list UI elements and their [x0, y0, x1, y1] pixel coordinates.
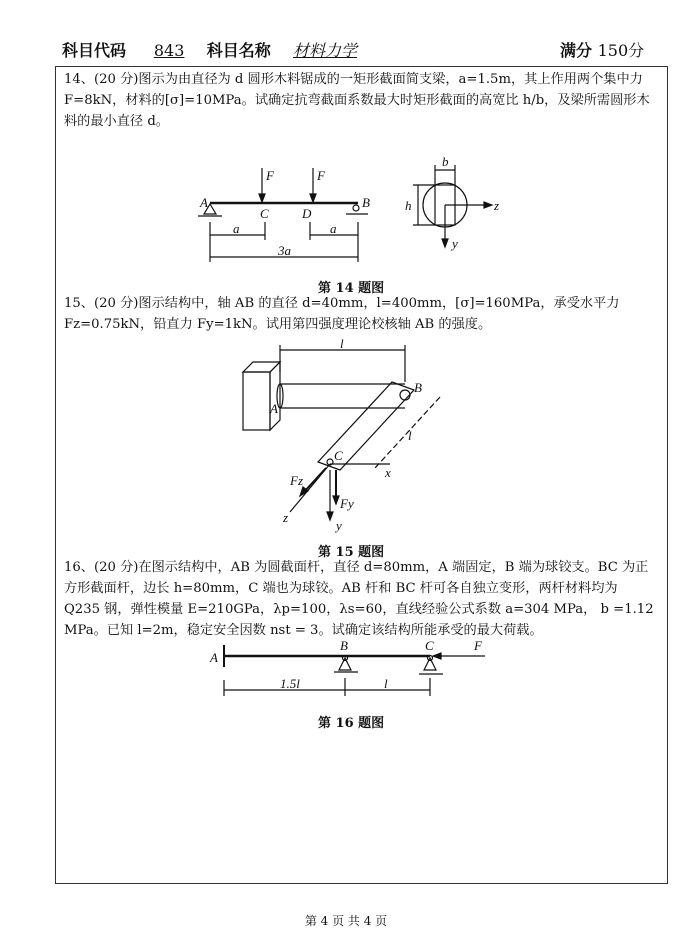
label-y: y [336, 518, 342, 533]
label-1-5l: 1.5l [280, 676, 300, 691]
label-Fz: Fz [290, 473, 303, 488]
subject-code: 843 [153, 41, 185, 60]
label-C: C [425, 638, 434, 653]
label-B: B [340, 638, 348, 653]
label-C: C [334, 448, 343, 463]
subject-name: 材料力学 [293, 41, 358, 60]
label-a2: a [330, 221, 337, 236]
label-l: l [384, 676, 388, 691]
label-3a: 3a [278, 243, 291, 258]
label-C: C [260, 206, 269, 221]
figure-14-caption: 第 14 题图 [318, 281, 385, 296]
score-label: 满分 [560, 41, 593, 60]
figure-16-structure [209, 638, 485, 696]
label-A: A [270, 401, 278, 416]
label-a1: a [233, 221, 240, 236]
label-Fy: Fy [340, 496, 354, 511]
label-F: F [474, 638, 482, 653]
page-footer: 第 4 页 共 4 页 [304, 914, 388, 928]
question-15-text: 15、(20 分)图示结构中，轴 AB 的直径 d=40mm，l=400mm，[σ]=160MPa，承受水平力 Fz=0.75kN，铅直力 Fy=1kN。试用第四强度理论校核轴 AB 的强度。 [64, 296, 620, 332]
label-l-diag: l [408, 428, 412, 443]
figure-15-structure [243, 336, 440, 533]
label-x: x [385, 465, 391, 480]
label-F2: F [317, 168, 325, 183]
label-z: z [283, 510, 289, 525]
figure-15-caption: 第 15 题图 [318, 545, 385, 560]
label-l-top: l [340, 336, 344, 351]
label-A: A [210, 650, 218, 665]
label-B: B [362, 195, 370, 210]
name-label: 科目名称 [206, 41, 271, 60]
score-value: 150分 [597, 41, 645, 60]
label-h: h [405, 198, 412, 213]
label-D: D [302, 206, 312, 221]
question-14-text: 14、(20 分)图示为由直径为 d 圆形木料锯成的一矩形截面简支梁，a=1.5m，其上作用两个集中力 F=8kN，材料的[σ]=10MPa。试确定抗弯截面系数最大时矩形截面的高宽比 h/b，及梁所需圆形木料的最小直径 d。 [64, 72, 650, 129]
label-y: y [452, 236, 458, 251]
label-z: z [494, 198, 500, 213]
figure-16-caption: 第 16 题图 [318, 716, 385, 731]
code-label: 科目代码 [62, 41, 127, 60]
label-F1: F [266, 168, 274, 183]
label-B: B [414, 380, 422, 395]
question-16-text: 16、(20 分)在图示结构中，AB 为圆截面杆，直径 d=80mm，A 端固定，B 端为球铰支。BC 为正方形截面杆，边长 h=80mm，C 端也为球铰。AB 杆和 BC 杆可各自独立变形，两杆材料均为 Q235 钢，弹性模量 E=210GPa，λp=100，λs=60，直线经验公式系数 a=304 MPa， b =1.12 MPa。已知 l=2m，稳定安全因数 nst = 3。试确定该结构所能承受的最大荷载。 [64, 560, 654, 638]
label-A: A [200, 195, 208, 210]
figure-14-beam [198, 168, 370, 262]
label-b: b [442, 154, 449, 169]
figure-14-section [405, 154, 499, 251]
